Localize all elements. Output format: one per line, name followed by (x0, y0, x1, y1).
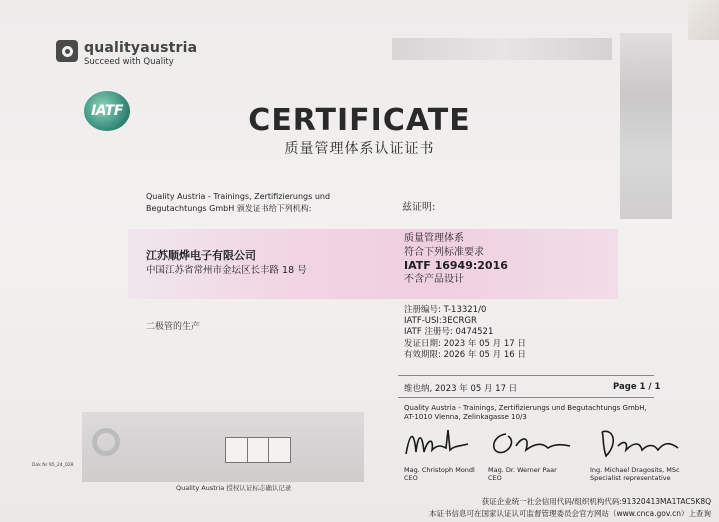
signatory-role: Specialist representative (590, 474, 671, 482)
certificate-scope: 二极管的生产 (146, 322, 201, 332)
footer-credit-code: 获证企业统一社会信用代码/组织机构代码:91320413MA1TAC5K8Q (481, 497, 711, 506)
standard-system: 质量管理体系 (404, 233, 464, 244)
signature-mondl (402, 424, 472, 462)
divider (398, 397, 654, 398)
iatf-number: IATF 注册号: 0474521 (404, 327, 494, 338)
form-code: Dok Nr 95_24_028 (32, 463, 74, 468)
signature-paar (486, 426, 572, 460)
stamp-area (82, 412, 364, 482)
standard-exclusion: 不含产品设计 (404, 273, 464, 285)
issuer-statement (146, 191, 330, 215)
issuer-address-line: Quality Austria - Trainings, Zertifizierungs und Begutachtungs GmbH, (404, 404, 647, 412)
standard-conforms: 符合下列标准要求 (404, 246, 484, 258)
signatory-mondl (404, 466, 475, 482)
signatory-dragosits (590, 466, 680, 482)
qualityaustria-logo (56, 40, 197, 67)
company-name: 江苏顺烨电子有限公司 (146, 249, 256, 262)
place-date: 维也纳, 2023 年 05 月 17 日 (404, 384, 518, 394)
valid-until: 有效期限: 2026 年 05 月 16 日 (404, 349, 526, 360)
signatory-name: Mag. Dr. Werner Paar (488, 466, 557, 474)
issue-date: 发证日期: 2023 年 05 月 17 日 (404, 338, 526, 349)
issuer-address (404, 404, 647, 422)
certificate-title: CERTIFICATE (248, 103, 471, 138)
certificate-subtitle: 质量管理体系认证证书 (284, 141, 435, 157)
signatory-role: CEO (488, 474, 502, 482)
issuer-line: Begutachtungs GmbH 颁发证书给下列机构: (146, 204, 312, 213)
q-watermark-icon (92, 428, 120, 456)
q-logo-icon (56, 40, 78, 62)
brand-name: qualityaustria (84, 40, 198, 56)
divider (398, 375, 654, 376)
signatory-name: Ing. Michael Dragosits, MSc (590, 466, 680, 474)
redacted-area-top (392, 38, 612, 60)
certifies-label: 兹证明: (402, 202, 436, 213)
standard-block (404, 232, 508, 286)
issuer-line: Quality Austria - Trainings, Zertifizierungs und (146, 192, 331, 201)
footer-query-note: 本证书信息可在国家认证认可监督管理委员会官方网站（www.cnca.gov.cn）上查询 (428, 509, 711, 518)
brand-tagline: Succeed with Quality (84, 57, 174, 67)
issuer-address-line: AT-1010 Vienna, Zelinkagasse 10/3 (404, 413, 527, 421)
standard-code: IATF 16949:2016 (404, 259, 508, 272)
iatf-badge-text: IATF (91, 103, 123, 119)
signatory-name: Mag. Christoph Mondl (404, 466, 475, 474)
registration-details (404, 305, 526, 361)
registration-number: 注册编号: T-13321/0 (404, 305, 487, 315)
stamp-label: Quality Austria 授权认证标志确认记录 (176, 484, 292, 492)
page-number: Page 1 / 1 (613, 382, 661, 392)
company-address: 中国江苏省常州市金坛区长丰路 18 号 (146, 265, 307, 276)
iatf-usi: IATF-USI:3ECRGR (404, 316, 477, 327)
signatory-paar (488, 466, 557, 482)
paper-corner (688, 0, 719, 40)
seal-stamp (225, 437, 291, 463)
signature-dragosits (594, 424, 684, 464)
signatory-role: CEO (404, 474, 418, 482)
